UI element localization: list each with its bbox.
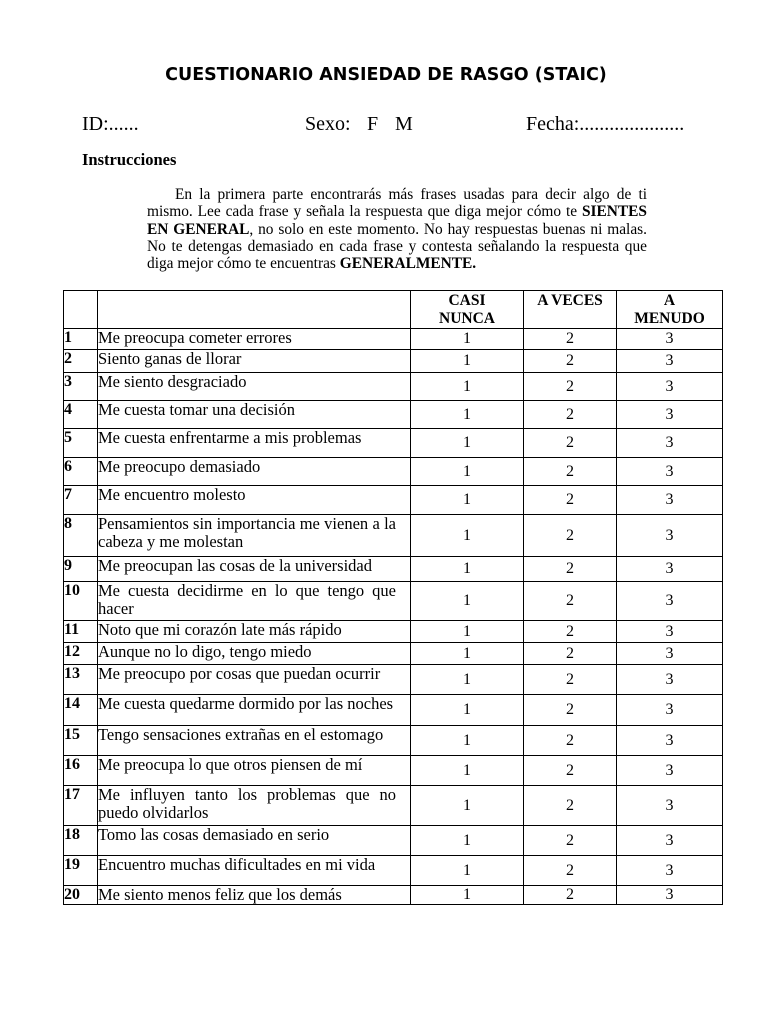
item-text: Me cuesta enfrentarme a mis problemas [98, 429, 411, 458]
option-a-veces: 2 [524, 557, 617, 582]
header-line: A [663, 292, 676, 309]
table-body [64, 329, 723, 905]
option-a-menudo: 3 [617, 726, 723, 756]
header-cell-number [64, 291, 98, 329]
item-text: Me preocupan las cosas de la universidad [98, 557, 411, 582]
option-a-veces: 2 [524, 401, 617, 429]
item-number: 19 [64, 856, 98, 886]
table-row [64, 486, 723, 515]
table-row [64, 856, 723, 886]
item-number: 13 [64, 665, 98, 695]
item-text: Aunque no lo digo, tengo miedo [98, 643, 411, 665]
option-a-veces: 2 [524, 515, 617, 557]
option-casi-nunca: 1 [411, 786, 524, 826]
header-a-veces [524, 291, 617, 329]
item-text: Tomo las cosas demasiado en serio [98, 826, 411, 856]
item-text: Tengo sensaciones extrañas en el estomago [98, 726, 411, 756]
item-number: 3 [64, 373, 98, 401]
option-a-menudo: 3 [617, 886, 723, 905]
header-line: CASI [448, 292, 486, 309]
option-a-menudo: 3 [617, 458, 723, 486]
item-text: Siento ganas de llorar [98, 350, 411, 373]
table-row [64, 458, 723, 486]
header-casi-nunca [411, 291, 524, 329]
item-number: 11 [64, 621, 98, 643]
table-row [64, 643, 723, 665]
option-a-veces: 2 [524, 665, 617, 695]
item-number: 16 [64, 756, 98, 786]
option-a-veces: 2 [524, 373, 617, 401]
table-row [64, 621, 723, 643]
item-text: Me cuesta decidirme en lo que tengo que hacer [98, 582, 411, 621]
table-header-row [64, 291, 723, 329]
fecha-field-label: Fecha:..................... [526, 113, 685, 135]
option-casi-nunca: 1 [411, 665, 524, 695]
item-number: 9 [64, 557, 98, 582]
option-a-veces: 2 [524, 429, 617, 458]
option-casi-nunca: 1 [411, 726, 524, 756]
item-number: 7 [64, 486, 98, 515]
item-text: Pensamientos sin importancia me vienen a la cabeza y me molestan [98, 515, 411, 557]
option-casi-nunca: 1 [411, 329, 524, 350]
option-a-menudo: 3 [617, 329, 723, 350]
item-number: 10 [64, 582, 98, 621]
item-number: 2 [64, 350, 98, 373]
option-a-menudo: 3 [617, 756, 723, 786]
header-line: NUNCA [439, 310, 495, 327]
option-a-veces: 2 [524, 350, 617, 373]
instructions-paragraph [147, 186, 647, 272]
item-text: Me cuesta quedarme dormido por las noches [98, 695, 411, 726]
option-a-menudo: 3 [617, 695, 723, 726]
instructions-text-1: En la primera parte encontrarás más frases usadas para decir algo de ti mismo. Lee cada frase y señala la respuesta que diga mejor cómo te [147, 186, 647, 221]
item-text: Me encuentro molesto [98, 486, 411, 515]
option-a-menudo: 3 [617, 401, 723, 429]
item-text: Me preocupa lo que otros piensen de mí [98, 756, 411, 786]
table-row [64, 665, 723, 695]
table-row [64, 826, 723, 856]
item-number: 17 [64, 786, 98, 826]
item-text: Encuentro muchas dificultades en mi vida [98, 856, 411, 886]
option-a-menudo: 3 [617, 643, 723, 665]
header-line: A VECES [537, 292, 603, 309]
option-casi-nunca: 1 [411, 429, 524, 458]
table-row [64, 557, 723, 582]
option-a-veces: 2 [524, 695, 617, 726]
sexo-option-f: F [367, 113, 379, 135]
item-number: 1 [64, 329, 98, 350]
item-number: 18 [64, 826, 98, 856]
sexo-option-m: M [395, 113, 413, 135]
table-row [64, 350, 723, 373]
option-casi-nunca: 1 [411, 886, 524, 905]
instructions-heading: Instrucciones [82, 150, 177, 169]
header-line: MENUDO [634, 310, 705, 327]
item-number: 4 [64, 401, 98, 429]
option-casi-nunca: 1 [411, 486, 524, 515]
option-a-menudo: 3 [617, 486, 723, 515]
table-row [64, 515, 723, 557]
option-a-veces: 2 [524, 621, 617, 643]
table-row [64, 886, 723, 905]
header-cell-item [98, 291, 411, 329]
table-row [64, 329, 723, 350]
item-text: Me siento desgraciado [98, 373, 411, 401]
instructions-bold-1: SIENTES EN GENERAL [147, 203, 647, 238]
option-casi-nunca: 1 [411, 515, 524, 557]
option-a-menudo: 3 [617, 373, 723, 401]
option-casi-nunca: 1 [411, 350, 524, 373]
option-casi-nunca: 1 [411, 373, 524, 401]
option-a-menudo: 3 [617, 557, 723, 582]
item-number: 8 [64, 515, 98, 557]
option-a-veces: 2 [524, 786, 617, 826]
option-a-veces: 2 [524, 643, 617, 665]
item-number: 12 [64, 643, 98, 665]
item-number: 20 [64, 886, 98, 905]
option-a-menudo: 3 [617, 429, 723, 458]
option-casi-nunca: 1 [411, 826, 524, 856]
option-a-veces: 2 [524, 826, 617, 856]
option-casi-nunca: 1 [411, 695, 524, 726]
table-row [64, 401, 723, 429]
option-a-menudo: 3 [617, 582, 723, 621]
option-a-veces: 2 [524, 886, 617, 905]
option-casi-nunca: 1 [411, 401, 524, 429]
table-row [64, 582, 723, 621]
item-text: Me cuesta tomar una decisión [98, 401, 411, 429]
item-number: 15 [64, 726, 98, 756]
id-field-label: ID:...... [82, 113, 139, 135]
instructions-text-2: , no solo en este momento. No hay respuestas buenas ni malas. No te detengas demasiado en cada frase y contesta señalando la respuesta que diga mejor cómo te encuentras [147, 220, 648, 273]
option-a-veces: 2 [524, 582, 617, 621]
item-text: Me preocupo demasiado [98, 458, 411, 486]
option-a-menudo: 3 [617, 826, 723, 856]
option-a-veces: 2 [524, 726, 617, 756]
table-row [64, 695, 723, 726]
option-casi-nunca: 1 [411, 643, 524, 665]
option-casi-nunca: 1 [411, 756, 524, 786]
sexo-label: Sexo: [305, 113, 351, 135]
instructions-bold-2: GENERALMENTE. [339, 255, 477, 273]
option-a-veces: 2 [524, 756, 617, 786]
option-a-menudo: 3 [617, 621, 723, 643]
table-row [64, 429, 723, 458]
option-casi-nunca: 1 [411, 856, 524, 886]
option-casi-nunca: 1 [411, 621, 524, 643]
option-a-veces: 2 [524, 856, 617, 886]
table-row [64, 726, 723, 756]
option-a-menudo: 3 [617, 515, 723, 557]
option-a-menudo: 3 [617, 856, 723, 886]
header-a-menudo [617, 291, 723, 329]
option-a-menudo: 3 [617, 786, 723, 826]
option-a-veces: 2 [524, 329, 617, 350]
item-text: Me preocupo por cosas que puedan ocurrir [98, 665, 411, 695]
option-casi-nunca: 1 [411, 582, 524, 621]
option-a-menudo: 3 [617, 350, 723, 373]
option-a-veces: 2 [524, 486, 617, 515]
option-casi-nunca: 1 [411, 458, 524, 486]
table-row [64, 373, 723, 401]
option-a-veces: 2 [524, 458, 617, 486]
item-text: Noto que mi corazón late más rápido [98, 621, 411, 643]
questionnaire-table [63, 290, 723, 905]
table-row [64, 786, 723, 826]
table-row [64, 756, 723, 786]
item-number: 6 [64, 458, 98, 486]
document-title: CUESTIONARIO ANSIEDAD DE RASGO (STAIC) [165, 65, 607, 85]
option-a-menudo: 3 [617, 665, 723, 695]
item-text: Me influyen tanto los problemas que no puedo olvidarlos [98, 786, 411, 826]
item-text: Me preocupa cometer errores [98, 329, 411, 350]
option-casi-nunca: 1 [411, 557, 524, 582]
item-number: 5 [64, 429, 98, 458]
item-number: 14 [64, 695, 98, 726]
item-text: Me siento menos feliz que los demás [98, 886, 411, 905]
